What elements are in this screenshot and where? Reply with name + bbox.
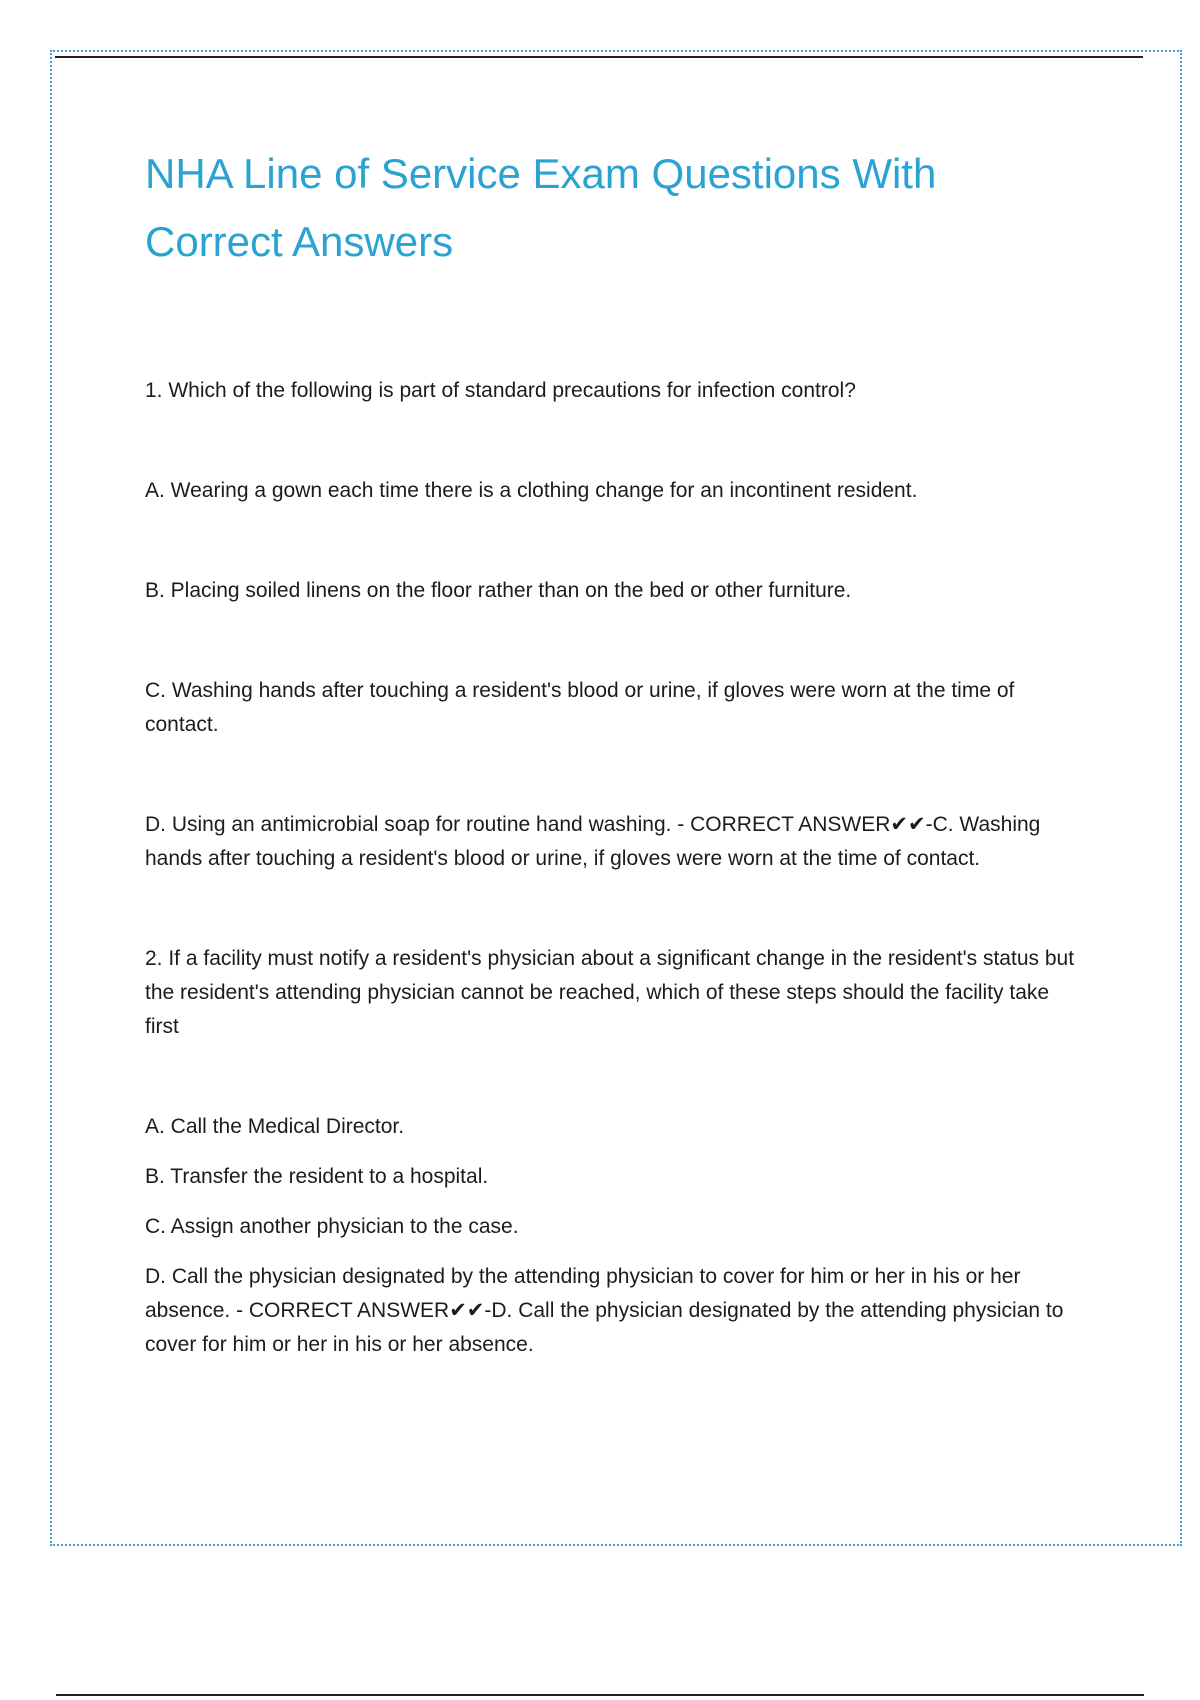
question-1-text: 1. Which of the following is part of standard precautions for infection control? xyxy=(145,379,856,402)
document-content xyxy=(145,140,1085,1362)
question-2-option-a: A. Call the Medical Director. xyxy=(145,1115,405,1138)
question-2-option-b: B. Transfer the resident to a hospital. xyxy=(145,1165,489,1188)
question-2-option-c: C. Assign another physician to the case. xyxy=(145,1215,519,1238)
question-2-option-d-answer: D. Call the physician designated by the attending physician to cover for him or her in his or her absence. - CORRECT ANSWER✔✔-D. Call the physician designated by the attending physician to cover for him or her in his or her absence. xyxy=(145,1265,1064,1356)
footer-rule xyxy=(56,1694,1144,1696)
question-1-option-d-answer: D. Using an antimicrobial soap for routine hand washing. - CORRECT ANSWER✔✔-C. Washing hands after touching a resident's blood or urine, if gloves were worn at the time of contact. xyxy=(145,813,1041,870)
question-1-option-b: B. Placing soiled linens on the floor rather than on the bed or other furniture. xyxy=(145,579,852,602)
question-1-option-a: A. Wearing a gown each time there is a clothing change for an incontinent resident. xyxy=(145,479,918,502)
question-1-option-c: C. Washing hands after touching a resident's blood or urine, if gloves were worn at the time of contact. xyxy=(145,679,1015,736)
question-2-text: 2. If a facility must notify a resident's physician about a significant change in the resident's status but the resident's attending physician cannot be reached, which of these steps should the facility take first xyxy=(145,947,1075,1038)
document-title: NHA Line of Service Exam Questions With Correct Answers xyxy=(145,150,937,265)
